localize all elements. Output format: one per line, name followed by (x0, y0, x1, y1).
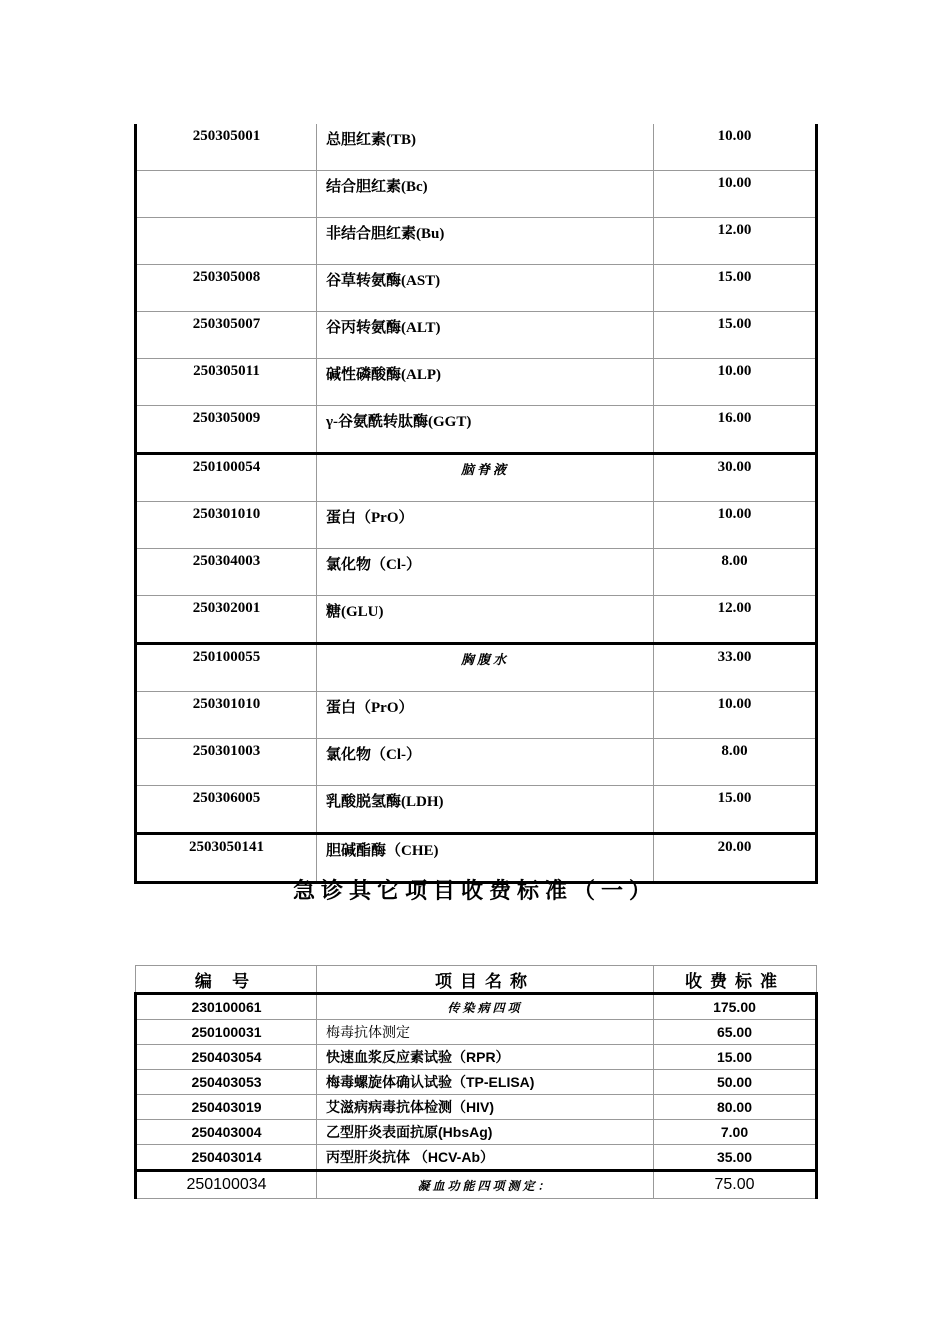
table-row (136, 171, 817, 218)
group-name: 凝血功能四项测定： (317, 1171, 654, 1199)
item-name: 艾滋病病毒抗体检测（HIV) (317, 1095, 654, 1120)
item-price: 15.00 (654, 1045, 817, 1070)
item-name: 谷草转氨酶(AST) (317, 265, 654, 312)
item-code: 250305008 (136, 265, 317, 312)
group-code: 250100034 (136, 1171, 317, 1199)
table-row (136, 692, 817, 739)
group-header-row (136, 1171, 817, 1199)
item-price: 10.00 (654, 692, 817, 739)
item-code: 250305009 (136, 406, 317, 454)
table-row (136, 406, 817, 454)
item-code: 250301010 (136, 692, 317, 739)
item-price: 10.00 (654, 359, 817, 406)
item-name: 非结合胆红素(Bu) (317, 218, 654, 265)
table-row (136, 359, 817, 406)
item-code: 250403054 (136, 1045, 317, 1070)
item-price: 10.00 (654, 171, 817, 218)
table-row (136, 1120, 817, 1145)
item-price: 16.00 (654, 406, 817, 454)
item-price: 15.00 (654, 786, 817, 834)
table-row (136, 596, 817, 644)
group-price: 30.00 (654, 454, 817, 502)
item-code: 250403004 (136, 1120, 317, 1145)
group-code: 250100055 (136, 644, 317, 692)
item-price: 8.00 (654, 739, 817, 786)
item-code (136, 218, 317, 265)
item-price: 8.00 (654, 549, 817, 596)
item-price: 12.00 (654, 596, 817, 644)
item-code: 250403014 (136, 1145, 317, 1171)
item-code: 250100031 (136, 1020, 317, 1045)
item-name: 胆碱酯酶（CHE) (317, 834, 654, 883)
table-row (136, 1070, 817, 1095)
item-code: 250403053 (136, 1070, 317, 1095)
item-name: 蛋白（PrO） (317, 692, 654, 739)
section-title: 急诊其它项目收费标准（一） (292, 878, 657, 903)
item-price: 10.00 (654, 502, 817, 549)
table-row (136, 549, 817, 596)
item-name: 蛋白（PrO） (317, 502, 654, 549)
item-price: 15.00 (654, 312, 817, 359)
group-name: 传染病四项 (317, 994, 654, 1020)
item-code: 250305001 (136, 124, 317, 171)
fee-table-liver-fluids (134, 124, 818, 884)
item-name: 谷丙转氨酶(ALT) (317, 312, 654, 359)
item-name: γ-谷氨酰转肽酶(GGT) (317, 406, 654, 454)
item-price: 80.00 (654, 1095, 817, 1120)
item-code: 250301003 (136, 739, 317, 786)
item-name: 梅毒螺旋体确认试验（TP-ELISA) (317, 1070, 654, 1095)
group-code: 250100054 (136, 454, 317, 502)
table-row (136, 265, 817, 312)
item-name: 快速血浆反应素试验（RPR） (317, 1045, 654, 1070)
fee-table-emergency-other (134, 965, 818, 1199)
item-name: 糖(GLU) (317, 596, 654, 644)
group-name: 胸腹水 (317, 644, 654, 692)
item-name: 乙型肝炎表面抗原(HbsAg) (317, 1120, 654, 1145)
item-code: 250306005 (136, 786, 317, 834)
table-row (136, 502, 817, 549)
item-code: 250403019 (136, 1095, 317, 1120)
table-row (136, 786, 817, 834)
item-price: 7.00 (654, 1120, 817, 1145)
item-code: 2503050141 (136, 834, 317, 883)
item-code: 250304003 (136, 549, 317, 596)
group-code: 230100061 (136, 994, 317, 1020)
item-code: 250302001 (136, 596, 317, 644)
item-price: 50.00 (654, 1070, 817, 1095)
column-header-name: 项目名称 (317, 966, 654, 994)
item-code: 250301010 (136, 502, 317, 549)
item-name: 氯化物（Cl-） (317, 739, 654, 786)
item-code: 250305007 (136, 312, 317, 359)
table-row (136, 1145, 817, 1171)
item-price: 10.00 (654, 124, 817, 171)
table-row (136, 218, 817, 265)
item-name: 碱性磷酸酶(ALP) (317, 359, 654, 406)
item-code (136, 171, 317, 218)
group-price: 75.00 (654, 1171, 817, 1199)
table-header-row (136, 966, 817, 994)
item-price: 15.00 (654, 265, 817, 312)
item-price: 65.00 (654, 1020, 817, 1045)
table-row (136, 312, 817, 359)
item-name: 丙型肝炎抗体 （HCV-Ab） (317, 1145, 654, 1171)
item-name: 乳酸脱氢酶(LDH) (317, 786, 654, 834)
item-price: 35.00 (654, 1145, 817, 1171)
table-row (136, 1020, 817, 1045)
item-price: 12.00 (654, 218, 817, 265)
column-header-price: 收费标准 (654, 966, 817, 994)
group-price: 175.00 (654, 994, 817, 1020)
item-name: 梅毒抗体测定 (317, 1020, 654, 1045)
group-header-row (136, 644, 817, 692)
item-name: 氯化物（Cl-） (317, 549, 654, 596)
table-row (136, 1045, 817, 1070)
group-price: 33.00 (654, 644, 817, 692)
item-name: 结合胆红素(Bc) (317, 171, 654, 218)
item-price: 20.00 (654, 834, 817, 883)
group-header-row (136, 994, 817, 1020)
item-name: 总胆红素(TB) (317, 124, 654, 171)
column-header-code: 编 号 (136, 966, 317, 994)
group-header-row (136, 454, 817, 502)
group-name: 脑脊液 (317, 454, 654, 502)
item-code: 250305011 (136, 359, 317, 406)
table-row (136, 1095, 817, 1120)
table-row (136, 124, 817, 171)
table-row (136, 739, 817, 786)
